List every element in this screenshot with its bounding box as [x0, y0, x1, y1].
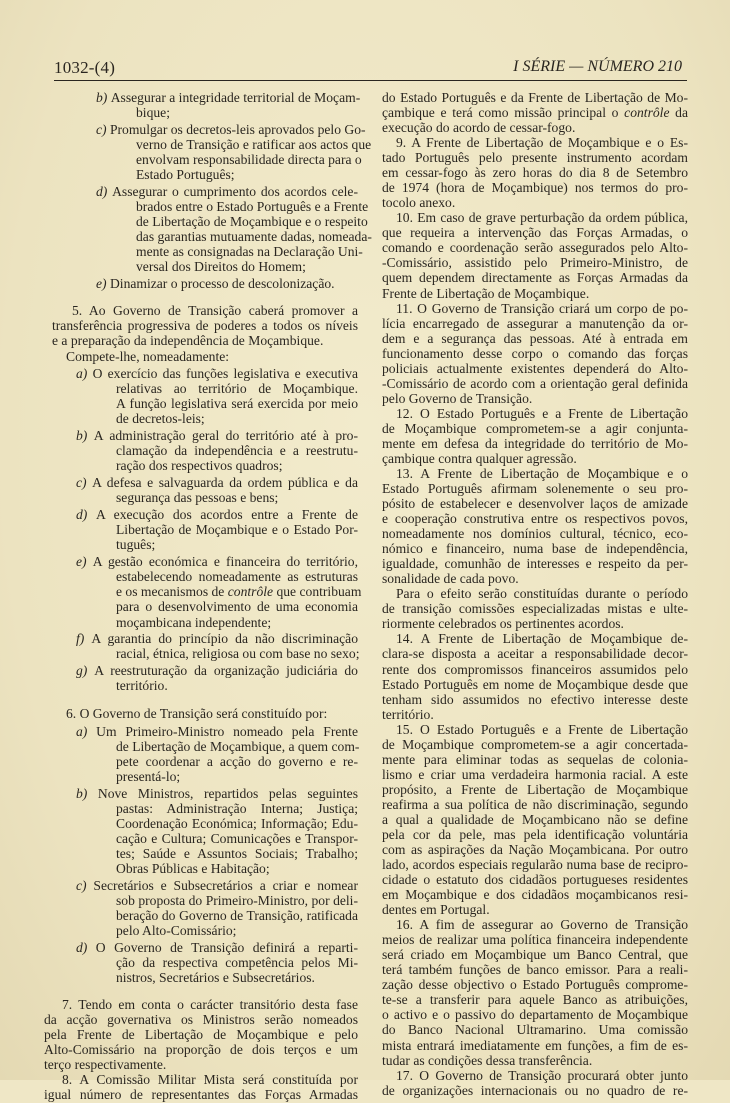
text-line: e cooperação construtiva entre os respectivos povos, — [382, 511, 688, 526]
text-line: d) Assegurar o cumprimento dos acordos cele- — [96, 184, 358, 199]
text-line: f) A garantia do princípio da não discriminação — [76, 631, 359, 646]
text-line: Coordenação Económica; Informação; Edu- — [116, 816, 358, 831]
text-line: estabelecendo nomeadamente as estruturas — [116, 569, 358, 584]
text-line: pelo Alto-Comissário; — [116, 923, 237, 938]
text-line: nistros, Secretários e Subsecretários. — [116, 970, 315, 985]
text-line: 14. A Frente de Libertação de Moçambique de- — [396, 631, 688, 646]
text-line: da acção governativa os Ministros serão nomeados — [44, 1012, 358, 1027]
text-line: 17. O Governo de Transição procurará obter junto — [396, 1068, 688, 1083]
text-line: tado Português pelo presente instrumento acordam — [382, 150, 688, 165]
text-line: tocolo anexo. — [382, 195, 456, 210]
text-line: ração dos respectivos quadros; — [116, 458, 283, 473]
text-line: relativas ao território de Moçambique. — [116, 381, 358, 396]
text-line: para o desenvolvimento de uma economia — [116, 599, 358, 614]
text-line: tuguês; — [116, 537, 156, 552]
text-line: pastas: Administração Interna; Justiça; — [116, 801, 358, 816]
text-line: das garantias mutuamente dadas, nomeada- — [136, 229, 372, 244]
text-line: clamação da independência e a reestrutu- — [116, 443, 358, 458]
text-line: çambique e terá como missão principal o contrôle da — [382, 105, 689, 120]
text-line: reafirma a sua política de não discriminação, segundo — [382, 797, 688, 812]
text-line: nómico e financeiro, numa base de independência, — [382, 541, 688, 556]
text-line: será criado em Moçambique um Banco Central, que — [382, 947, 688, 962]
text-line: 16. A fim de assegurar ao Governo de Transição — [396, 917, 688, 932]
text-line: de Moçambique comprometem-se a agir concertada- — [382, 737, 688, 752]
text-line: b) Assegurar a integridade territorial de Moçam- — [96, 90, 361, 105]
text-line: de Libertação de Moçambique e o respeito — [136, 214, 368, 229]
text-line: pela Frente de Libertação de Moçambique e pelo — [44, 1027, 358, 1042]
text-line: 6. O Governo de Transição será constituído por: — [66, 706, 328, 721]
text-line: c) Secretários e Subsecretários a criar e nomear — [76, 878, 358, 893]
text-line: pete coordenar a acção do governo e re- — [116, 754, 358, 769]
text-line: presentá-lo; — [116, 769, 181, 784]
text-line: sonalidade de cada povo. — [382, 571, 519, 586]
text-line: 12. O Estado Português e a Frente de Libertação — [396, 406, 688, 421]
text-line: com as aspirações da Nação Moçambicana. Por outro — [382, 842, 688, 857]
text-line: em Moçambique e dos cidadãos moçambicanos resi- — [382, 887, 688, 902]
text-line: Estado Português em nome de Moçambique desde que — [382, 677, 688, 692]
text-line: e a preparação da independência de Moçambique. — [52, 333, 324, 348]
text-line: 8. A Comissão Militar Mista será constituída por — [62, 1072, 358, 1087]
text-line: ção da respectiva competência pelos Mi- — [116, 955, 358, 970]
text-line: e) A gestão económica e financeira do território, — [76, 554, 358, 569]
text-line: versal dos Direitos do Homem; — [136, 259, 306, 274]
text-line: çambique contra qualquer agressão. — [382, 451, 577, 466]
text-line: mente para eliminar todas as sequelas de colonia- — [382, 752, 688, 767]
text-line: te-se a transferir para aquele Banco as atribuições, — [382, 992, 688, 1007]
text-line: envolvam responsabilidade directa para o — [136, 152, 362, 167]
text-line: moçambicana independente; — [116, 615, 272, 630]
text-line: a qual a qualidade de Moçambicano não se define — [382, 812, 688, 827]
text-line: cidade o estatuto dos cidadãos portugueses residentes — [382, 872, 688, 887]
text-line: território. — [116, 678, 168, 693]
text-line: nomeadamente nos domínios cultural, técnico, eco- — [382, 526, 688, 541]
text-line: 15. O Estado Português e a Frente de Libertação — [396, 722, 688, 737]
text-line: Estado Português afirmam solenemente o seu pro- — [382, 481, 688, 496]
text-line: riormente celebrados os pertinentes acordos. — [382, 616, 624, 631]
header-rule — [54, 80, 687, 81]
text-line: d) O Governo de Transição definirá a reparti- — [76, 940, 358, 955]
text-line: e os mecanismos de contrôle que contribuam — [116, 584, 362, 599]
text-line: a) O exercício das funções legislativa e executiva — [76, 366, 358, 381]
text-line: do Banco Nacional Ultramarino. Uma comissão — [382, 1022, 688, 1037]
text-line: de Libertação de Moçambique, a quem com- — [116, 739, 360, 754]
text-line: pósito de estabelecer e desenvolver laços de amizade — [382, 496, 688, 511]
text-line: Alto-Comissário na proporção de dois terços e um — [44, 1042, 358, 1057]
text-line: execução do acordo de cessar-fogo. — [382, 120, 576, 135]
text-line: beração do Governo de Transição, ratificada — [116, 908, 358, 923]
text-line: mente as consignadas na Declaração Uni- — [136, 244, 363, 259]
text-line: Para o efeito serão constituídas durante o período — [396, 586, 688, 601]
text-line: g) A reestruturação da organização judiciária do — [76, 663, 358, 678]
text-line: 7. Tendo em conta o carácter transitório desta fase — [62, 997, 358, 1012]
text-line: racial, étnica, religiosa ou com base no sexo; — [116, 646, 360, 661]
text-line: policiais actualmente existentes dependerá do Alto- — [382, 361, 688, 376]
text-line: Obras Públicas e Habitação; — [116, 861, 270, 876]
text-line: brados entre o Estado Português e a Frente — [136, 199, 369, 214]
text-line: c) Promulgar os decretos-leis aprovados pelo Go- — [96, 122, 366, 137]
text-line: comando e coordenação serão assegurados pelo Alto- — [382, 240, 688, 255]
text-line: de organizações internacionais ou no quadro de re- — [382, 1083, 688, 1098]
text-line: A função legislativa será exercida por meio — [116, 396, 358, 411]
text-line: verno de Transição e ratificar aos actos que — [136, 137, 372, 152]
text-line: c) A defesa e salvaguarda da ordem pública e da — [76, 475, 358, 490]
text-line: igual número de representantes das Forças Armadas — [44, 1087, 358, 1102]
text-line: 13. A Frente de Libertação de Moçambique e o — [396, 466, 688, 481]
text-line: lismo e criar uma verdadeira harmonia racial. A este — [382, 767, 688, 782]
text-line: terá também funções de banco emissor. Para a reali- — [382, 962, 688, 977]
text-line: segurança das pessoas e bens; — [116, 490, 279, 505]
text-line: de Moçambique comprometem-se a agir conjunta- — [382, 421, 688, 436]
text-line: tes; Saúde e Assuntos Sociais; Trabalho; — [116, 846, 358, 861]
text-line: pelo Governo de Transição. — [382, 391, 533, 406]
italic-term: contrôle — [227, 584, 274, 599]
text-line: zação desse objectivo o Estado Português comprome- — [382, 977, 688, 992]
text-line: propósito, a Frente de Libertação de Moçambique — [382, 782, 688, 797]
text-line: cação e Cultura; Comunicações e Transpor- — [116, 831, 358, 846]
text-line: tenham sido assumidos no efectivo interesse deste — [382, 692, 688, 707]
text-line: Compete-lhe, nomeadamente: — [66, 349, 230, 364]
text-line: Libertação de Moçambique e o Estado Por- — [116, 522, 358, 537]
page-number: 1032-(4) — [54, 58, 116, 77]
text-line: 10. Em caso de grave perturbação da ordem pública, — [396, 210, 688, 225]
text-line: clara-se disposta a aceitar a responsabilidade decor- — [382, 646, 688, 661]
text-line: tudar as condições dessa transferência. — [382, 1053, 593, 1068]
text-line: d) A execução dos acordos entre a Frente de — [76, 507, 358, 522]
text-line: de 1974 (hora de Moçambique) nos termos do pro- — [382, 180, 688, 195]
text-line: meios de realizar uma política financeira independente — [382, 932, 688, 947]
text-line: funcionamento desse corpo o comando das forças — [382, 346, 688, 361]
italic-term: contrôle — [624, 105, 670, 120]
series-number: I SÉRIE — NÚMERO 210 — [513, 58, 682, 75]
text-line: o activo e o passivo do departamento de Moçambique — [382, 1007, 688, 1022]
text-line: sob proposta do Primeiro-Ministro, por deli- — [116, 893, 358, 908]
text-line: de decretos-leis; — [116, 411, 205, 426]
text-line: dem e a segurança das pessoas. Até à entrada em — [382, 331, 688, 346]
text-line: quem dependem directamente as Forças Armadas da — [382, 270, 688, 285]
text-line: b) A administração geral do território até à pro- — [76, 428, 358, 443]
text-line: pela cor da pele, mas pela identificação voluntária — [382, 827, 688, 842]
text-line: lícia encarregado de assegurar a manutenção da or- — [382, 316, 688, 331]
text-line: mente em defesa da integridade do território de Mo- — [382, 436, 688, 451]
text-line: terço respectivamente. — [44, 1057, 167, 1072]
text-line: rente dos compromissos financeiros assumidos pelo — [382, 662, 688, 677]
text-line: 9. A Frente de Libertação de Moçambique e o Es- — [396, 135, 688, 150]
text-line: Estado Português; — [136, 167, 235, 182]
text-line: a) Um Primeiro-Ministro nomeado pela Frente — [76, 724, 358, 739]
text-line: de transição comissões especializadas mistas e ulte- — [382, 601, 688, 616]
text-line: igualdade, comunhão de interesses e respeito da per- — [382, 556, 688, 571]
text-line: Frente de Libertação de Moçambique. — [382, 286, 590, 301]
text-line: transferência progressiva de poderes a todos os níveis — [52, 318, 358, 333]
text-line: dentes em Portugal. — [382, 902, 490, 917]
text-line: -Comissário, assistido pelo Primeiro-Ministro, de — [382, 255, 688, 270]
text-line: do Estado Português e da Frente de Libertação de Mo- — [382, 90, 688, 105]
text-line: território. — [382, 707, 434, 722]
text-line: e) Dinamizar o processo de descolonização. — [96, 276, 335, 291]
text-line: 11. O Governo de Transição criará um corpo de po- — [396, 301, 688, 316]
text-line: 5. Ao Governo de Transição caberá promover a — [72, 303, 358, 318]
text-line: bique; — [136, 105, 170, 120]
text-line: lado, acordos especiais regularão numa base de recipro- — [382, 857, 688, 872]
text-line: mista entrará imediatamente em funções, a fim de es- — [382, 1038, 688, 1053]
text-line: em cessar-fogo às zero horas do dia 8 de Setembro — [382, 165, 688, 180]
text-line: b) Nove Ministros, repartidos pelas seguintes — [76, 786, 358, 801]
text-line: que requeira a intervenção das Forças Armadas, o — [382, 225, 688, 240]
text-line: -Comissário de acordo com a orientação geral definida — [382, 376, 688, 391]
